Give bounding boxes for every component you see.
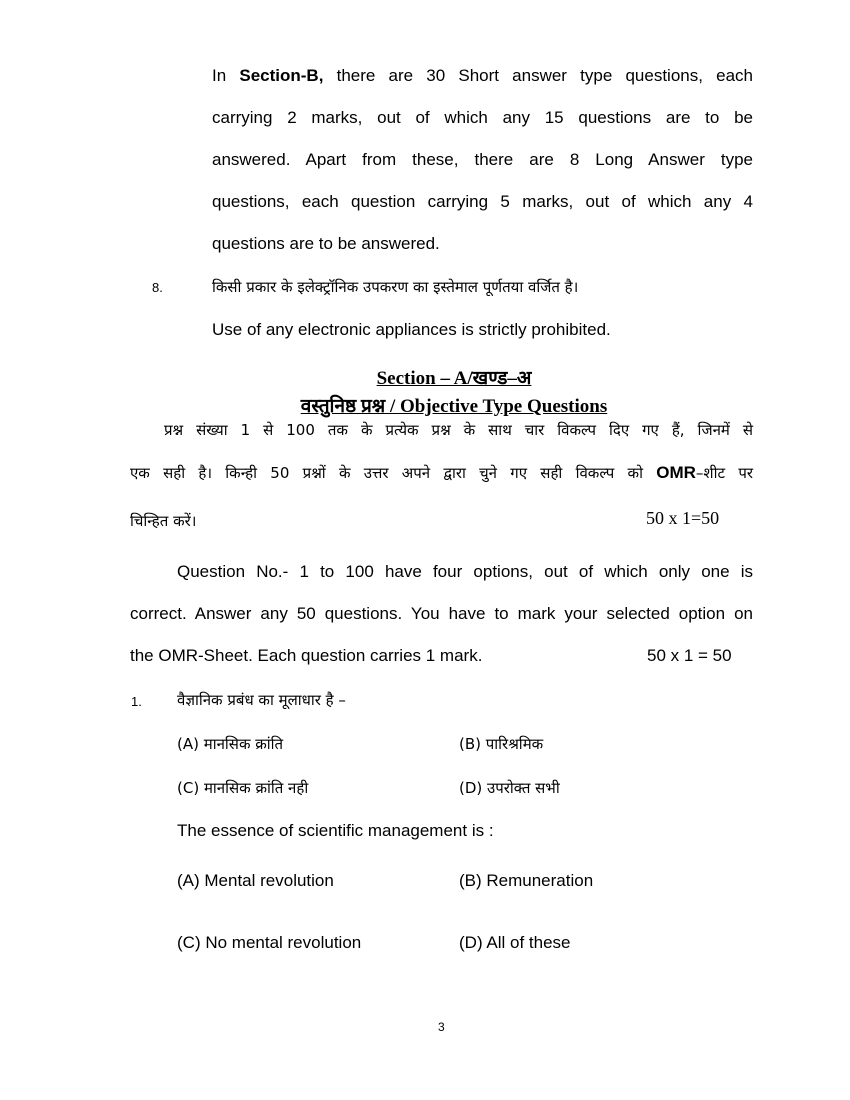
section-a-hindi-line-1: प्रश्न संख्या 1 से 100 तक के प्रत्येक प्रश्न के साथ चार विकल्प दिए गए हैं, जिनमें से xyxy=(164,421,753,439)
section-a-hindi-marks: 50 x 1=50 xyxy=(646,508,720,528)
question-1-english-option-b: (B) Remuneration xyxy=(459,871,594,890)
section-a-english-line-1: Question No.- 1 to 100 have four options, out of which only one is xyxy=(177,562,753,581)
section-a-english-line-3: the OMR-Sheet. Each question carries 1 mark. xyxy=(130,646,483,665)
section-a-english-line-2: correct. Answer any 50 questions. You have to mark your selected option on xyxy=(130,604,753,623)
question-1-english-option-a: (A) Mental revolution xyxy=(177,871,334,890)
question-1-english: The essence of scientific management is : xyxy=(177,821,494,840)
section-a-hindi-line-3: चिन्हित करें। xyxy=(130,512,197,530)
question-1-hindi-option-a: (A) मानसिक क्रांति xyxy=(177,735,284,753)
omr-label: OMR xyxy=(656,463,696,482)
instruction-8-number: 8. xyxy=(152,280,163,295)
question-1-number: 1. xyxy=(131,694,142,709)
instruction-b-line-2: carrying 2 marks, out of which any 15 questions are to be xyxy=(212,108,753,127)
question-1-english-option-d: (D) All of these xyxy=(459,933,571,952)
question-1-hindi-option-b: (B) पारिश्रमिक xyxy=(459,735,544,753)
instruction-b-line-1: In Section-B, there are 30 Short answer type questions, each xyxy=(212,66,753,85)
instruction-b-line-3: answered. Apart from these, there are 8 Long Answer type xyxy=(212,150,753,169)
question-1-english-option-c: (C) No mental revolution xyxy=(177,933,362,952)
page-number: 3 xyxy=(438,1020,445,1034)
section-a-hindi-line-2: एक सही है। किन्ही 50 प्रश्नों के उत्तर अपने द्वारा चुने गए सही विकल्प को OMR–शीट पर xyxy=(130,463,753,482)
instruction-8-english: Use of any electronic appliances is strictly prohibited. xyxy=(212,320,611,339)
section-a-english-marks: 50 x 1 = 50 xyxy=(647,646,732,665)
question-1-hindi-option-c: (C) मानसिक क्रांति नही xyxy=(177,779,309,797)
instruction-b-line-5: questions are to be answered. xyxy=(212,234,440,253)
question-1-hindi-option-d: (D) उपरोक्त सभी xyxy=(459,779,560,797)
section-b-label: Section-B, xyxy=(239,66,324,85)
section-a-subtitle: वस्तुनिष्ठ प्रश्न / Objective Type Questions xyxy=(300,396,608,417)
instruction-b-line-4: questions, each question carrying 5 marks, out of which any 4 xyxy=(212,192,753,211)
section-a-title: Section – A/खण्ड–अ xyxy=(376,368,532,389)
question-1-hindi: वैज्ञानिक प्रबंध का मूलाधार है – xyxy=(177,691,346,709)
instruction-8-hindi: किसी प्रकार के इलेक्ट्रॉनिक उपकरण का इस्तेमाल पूर्णतया वर्जित है। xyxy=(212,278,579,296)
